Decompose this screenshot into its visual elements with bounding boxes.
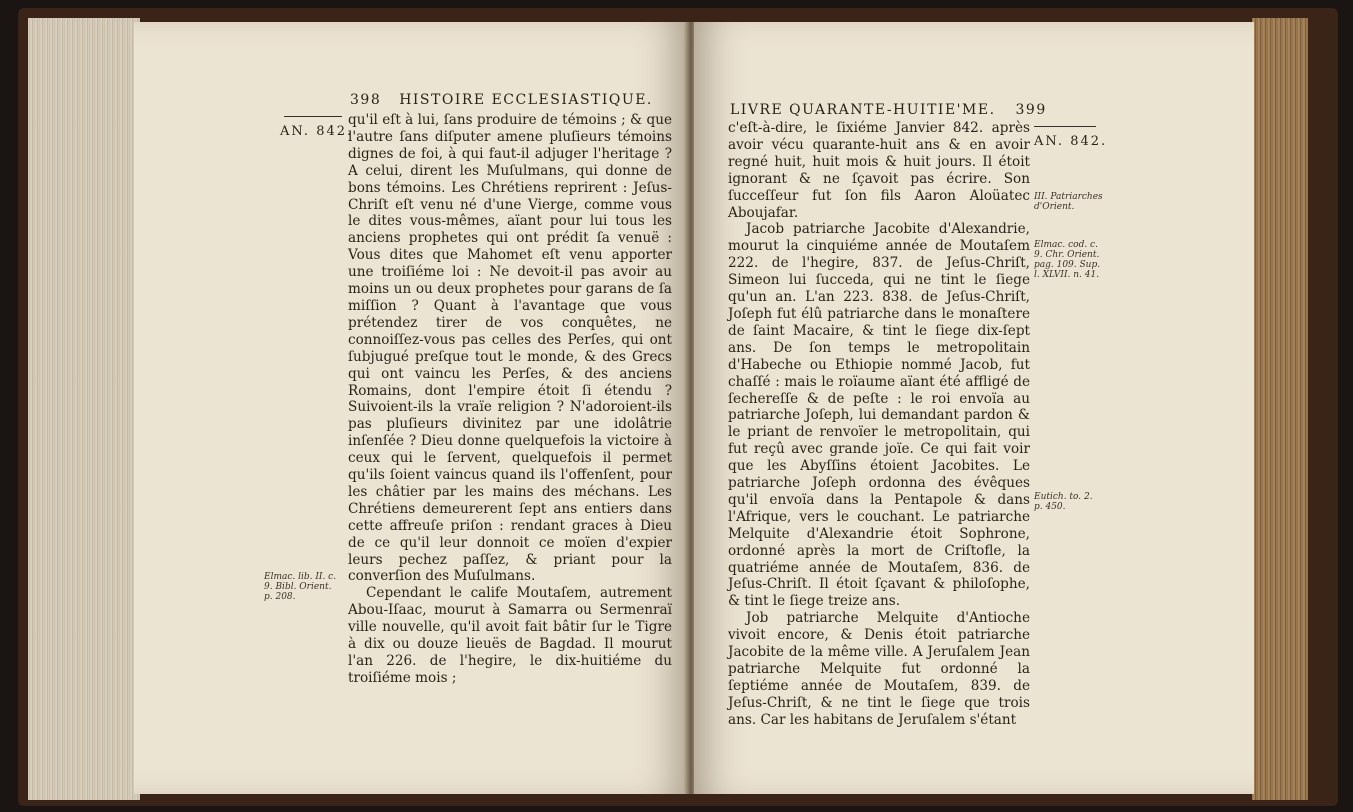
right-page-body xyxy=(728,120,1030,729)
left-page xyxy=(134,22,686,794)
right-margin-rule xyxy=(1034,126,1096,127)
left-page-body xyxy=(348,112,672,687)
right-page-number: 399 xyxy=(1015,102,1047,118)
right-page xyxy=(694,22,1254,794)
right-margin-note-2: Elmac. cod. c. 9. Chr. Orient. pag. 109. Sup. l. XLVII. n. 41. xyxy=(1034,240,1101,280)
right-margin-note-3: Eutich. to. 2. p. 450. xyxy=(1034,492,1093,512)
right-paragraph-3: Job patriarche Melquite d'Antioche vivoit encore, & Denis étoit patriarche Jacobite de la même ville. A Jeruſalem Jean patriarche Melquite fut ordonné la ſeptiéme année de Moutaſem, 839. de Jeſus-Chriſt, & ne tint le ſiege que trois ans. Car les habitans de Jeruſalem s'étant xyxy=(728,610,1030,728)
page-edges-left xyxy=(28,18,140,800)
right-paragraph-2: Jacob patriarche Jacobite d'Alexandrie, mourut la cinquiéme année de Moutaſem 222. de l'hegire, 837. de Jeſus-Chriſt, Simeon lui ſucceda, qui ne tint le ſiege qu'un an. L'an 223. 838. de Jeſus-Chriſt, Joſeph fut élû patriarche dans le monaſtere de ſaint Macaire, & tint le ſiege dix-ſept ans. De ſon temps le metropolitain d'Habeche ou Ethiopie nommé Jacob, fut chaſſé : mais le roïaume aïant été affligé de ſechereſſe & de peſte : le roi envoïa au patriarche Joſeph, lui demandant pardon & le priant de renvoïer le metropolitain, qui fut reçû avec grande joïe. Ce qui fait voir que les Abyſſins étoient Jacobites. Le patriarche Joſeph ordonna des évêques qu'il envoïa dans la Pentapole & dans l'Afrique, vers le couchant. Le patriarche Melquite d'Alexandrie étoit Sophrone, ordonné après la mort de Criſtofle, la quatriéme année de Moutaſem, 836. de Jeſus-Chriſt. Il étoit ſçavant & philoſophe, & tint le ſiege treize ans. xyxy=(728,221,1030,610)
left-running-title: HISTOIRE ECCLESIASTIQUE. xyxy=(399,92,653,108)
left-page-header xyxy=(350,92,653,108)
left-page-number: 398 xyxy=(350,92,382,108)
left-margin-note: Elmac. lib. II. c. 9. Bibl. Orient. p. 208. xyxy=(264,572,337,602)
left-margin-rule xyxy=(284,116,342,117)
left-paragraph-2: Cependant le calife Moutaſem, autrement Abou-Iſaac, mourut à Samarra ou Sermenraï ville nouvelle, qu'il avoit fait bâtir ſur le Tigre à dix ou douze lieuës de Bagdad. Il mourut l'an 226. de l'hegire, le dix-huitiéme du troiſiéme mois ; xyxy=(348,585,672,686)
page-edges-right xyxy=(1252,18,1308,800)
right-year-label: AN. 842. xyxy=(1034,134,1108,149)
left-paragraph-1: qu'il eſt à lui, ſans produire de témoins ; & que l'autre ſans diſputer amene pluſieurs témoins dignes de foi, à qui faut-il adjuger l'heritage ? A celui, dirent les Muſulmans, qui donne de bons témoins. Les Chrétiens reprirent : Jeſus-Chriſt eſt venu né d'une Vierge, comme vous le dites vous-mêmes, aïant pour lui tous les anciens prophetes qui ont prédit ſa venuë : Vous dites que Mahomet eſt venu apporter une troiſiéme loi : Ne devoit-il pas avoir au moins un ou deux prophetes pour garans de ſa miſſion ? Quant à l'avantage que vous prétendez tirer de vos conquêtes, ne connoiſſez-vous pas celles des Perſes, qui ont ſubjugué preſque tout le monde, & des Grecs qui ont vaincu les Perſes, & des anciens Romains, dont l'empire étoit ſi étendu ? Suivoient-ils la vraïe religion ? N'adoroient-ils pas pluſieurs divinitez par une idolâtrie inſenſée ? Dieu donne quelquefois la victoire à ceux qui le ſervent, quelquefois il permet qu'ils ſoient vaincus quand ils l'offenſent, pour les châtier par les mains des méchans. Les Chrétiens demeurerent ſept ans entiers dans cette affreuſe priſon : rendant graces à Dieu de ce qu'il leur donnoit ce moïen d'expier leurs pechez paſſez, & priant pour la converſion des Muſulmans. xyxy=(348,112,672,585)
right-running-title: LIVRE QUARANTE-HUITIE'ME. xyxy=(730,102,996,118)
left-year-label: AN. 842. xyxy=(280,124,354,139)
right-paragraph-1: c'eſt-à-dire, le ſixiéme Janvier 842. après avoir vécu quarante-huit ans & en avoir regné huit, huit mois & huit jours. Il étoit ignorant & ne ſçavoit pas écrire. Son ſucceſſeur fut ſon fils Aaron Aloüatec Aboujafar. xyxy=(728,120,1030,221)
right-page-header xyxy=(730,102,1047,118)
right-margin-note-1: III. Patriarches d'Orient. xyxy=(1034,192,1103,212)
